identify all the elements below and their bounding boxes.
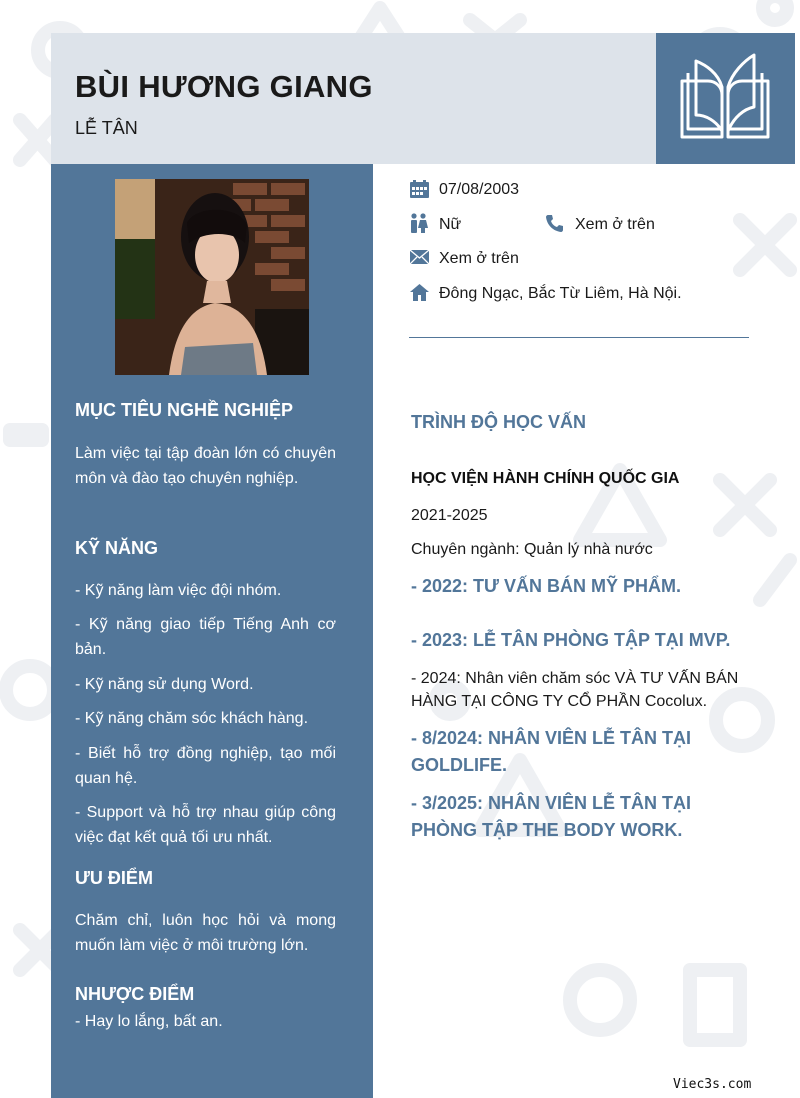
skill-item: - Kỹ năng chăm sóc khách hàng.	[75, 710, 309, 727]
calendar-icon	[410, 180, 429, 198]
school-name: HỌC VIỆN HÀNH CHÍNH QUỐC GIA	[411, 470, 680, 487]
envelope-icon	[410, 250, 429, 264]
skill-item: - Kỹ năng sử dụng Word.	[75, 676, 254, 693]
header	[51, 33, 656, 164]
experience-item: - 2024: Nhân viên chăm sóc VÀ TƯ VẤN BÁN HÀNG TẠI CÔNG TY CỔ PHẦN Cocolux.	[411, 670, 739, 710]
address-value: Đông Ngạc, Bắc Từ Liêm, Hà Nội.	[439, 285, 682, 302]
strengths-title: ƯU ĐIỂM	[75, 868, 153, 888]
home-icon	[410, 284, 429, 301]
people-icon	[410, 213, 428, 233]
job-title: LỄ TÂN	[75, 118, 138, 138]
sidebar	[51, 164, 373, 1098]
skill-item: - Biết hỗ trợ đồng nghiệp, tạo mối quan hệ.	[75, 745, 336, 787]
skills-title: KỸ NĂNG	[75, 538, 159, 558]
experience-item: - 3/2025: NHÂN VIÊN LỄ TÂN TẠI PHÒNG TẬP THE BODY WORK.	[411, 793, 692, 840]
skill-item: - Kỹ năng làm việc đội nhóm.	[75, 582, 282, 599]
strengths-text: Chăm chỉ, luôn học hỏi và mong muốn làm việc ở môi trường lớn.	[75, 912, 336, 954]
candidate-name: BÙI HƯƠNG GIANG	[75, 69, 373, 104]
experience-item: - 2022: TƯ VẤN BÁN MỸ PHẨM.	[411, 576, 681, 596]
gender-value: Nữ	[439, 216, 462, 233]
skill-item: - Kỹ năng giao tiếp Tiếng Anh cơ bản.	[75, 616, 336, 658]
education-major: Chuyên ngành: Quản lý nhà nước	[411, 541, 653, 558]
open-book-icon	[678, 51, 772, 143]
skill-item: - Support và hỗ trợ nhau giúp công việc đạt kết quả tối ưu nhất.	[75, 804, 336, 846]
email-value: Xem ở trên	[439, 250, 519, 267]
weaknesses-text: - Hay lo lắng, bất an.	[75, 1013, 223, 1030]
objective-text: Làm việc tại tập đoàn lớn có chuyên môn và đào tạo chuyên nghiệp.	[75, 445, 336, 487]
education-years: 2021-2025	[411, 507, 488, 524]
birthday-value: 07/08/2003	[439, 181, 520, 198]
experience-item: - 2023: LỄ TÂN PHÒNG TẬP TẠI MVP.	[411, 630, 731, 650]
phone-value: Xem ở trên	[575, 216, 655, 233]
logo-box	[656, 33, 795, 164]
weaknesses-title: NHƯỢC ĐIỂM	[75, 984, 195, 1004]
watermark: Viec3s.com	[673, 1077, 752, 1092]
objective-title: MỤC TIÊU NGHỀ NGHIỆP	[75, 400, 294, 420]
education-title: TRÌNH ĐỘ HỌC VẤN	[411, 412, 586, 432]
contact-divider	[409, 337, 749, 338]
experience-item: - 8/2024: NHÂN VIÊN LỄ TÂN TẠI GOLDLIFE.	[411, 728, 692, 775]
phone-icon	[546, 214, 564, 232]
profile-photo	[115, 179, 309, 375]
